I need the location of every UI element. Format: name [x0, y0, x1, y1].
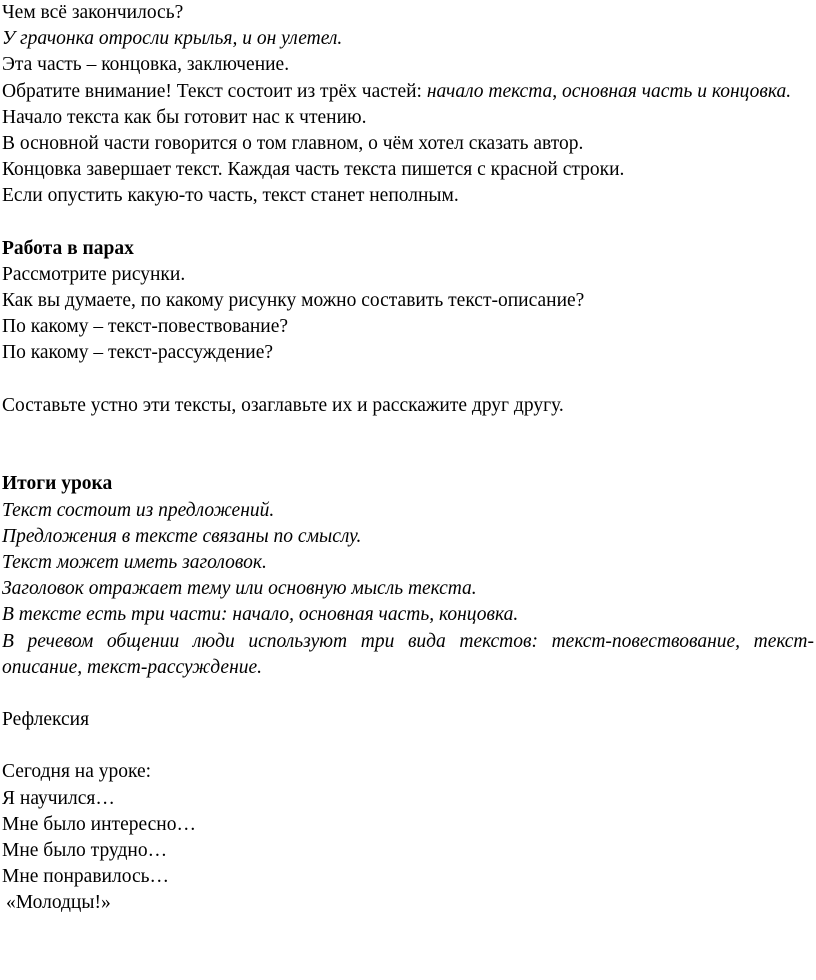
attention-part-beginning: начало текста: [426, 80, 553, 102]
attention-plain-text: Обратите внимание! Текст состоит из трёх частей:: [2, 80, 427, 102]
reflection-line: Я научился…: [2, 787, 115, 809]
pairs-task: Составьте устно эти тексты, озаглавьте их и расскажите друг другу.: [2, 394, 564, 416]
intro-main-part: В основной части говорится о том главном, о чём хотел сказать автор.: [2, 132, 584, 154]
pairs-line: По какому – текст-повествование?: [2, 316, 289, 338]
attention-part-main-ending: основная часть и концовка.: [562, 80, 792, 102]
reflection-today: Сегодня на уроке:: [2, 761, 152, 783]
summary-line: Текст состоит из предложений.: [2, 499, 275, 521]
summary-line: Текст может иметь заголовок.: [2, 551, 267, 573]
pairs-line: Рассмотрите рисунки.: [2, 263, 186, 285]
summary-line: Предложения в тексте связаны по смыслу.: [2, 525, 362, 547]
intro-question: Чем всё закончилось?: [2, 2, 184, 23]
spacer: [2, 419, 814, 445]
spacer: [2, 681, 814, 707]
spacer: [2, 210, 814, 236]
pairs-heading: Работа в парах: [2, 237, 134, 259]
intro-answer: У грачонка отросли крылья, и он улетел.: [2, 28, 343, 50]
reflection-line: Мне понравилось…: [2, 866, 169, 888]
reflection-praise: «Молодцы!»: [6, 892, 111, 914]
attention-separator: ,: [552, 80, 563, 102]
summary-line: В тексте есть три части: начало, основная часть, концовка.: [2, 604, 519, 626]
spacer: [2, 367, 814, 393]
intro-omit: Если опустить какую-то часть, текст станет неполным.: [2, 185, 459, 207]
intro-attention-paragraph: [2, 79, 814, 105]
summary-heading: Итоги урока: [2, 473, 113, 495]
pairs-line: Как вы думаете, по какому рисунку можно составить текст-описание?: [2, 290, 585, 312]
intro-beginning: Начало текста как бы готовит нас к чтению.: [2, 106, 367, 128]
intro-ending: Концовка завершает текст. Каждая часть текста пишется с красной строки.: [2, 159, 625, 181]
reflection-line: Мне было трудно…: [2, 840, 168, 862]
intro-ending-note: Эта часть – концовка, заключение.: [2, 54, 290, 76]
spacer: [2, 733, 814, 759]
summary-line: Заголовок отражает тему или основную мысль текста.: [2, 578, 477, 600]
summary-last-paragraph: В речевом общении люди используют три вида текстов: текст-повествование, текст-описание, текст-рассуждение.: [2, 630, 814, 678]
document-page: [2, 0, 814, 917]
reflection-heading: Рефлексия: [2, 709, 90, 731]
spacer: [2, 445, 814, 471]
pairs-line: По какому – текст-рассуждение?: [2, 342, 274, 364]
reflection-line: Мне было интересно…: [2, 813, 196, 835]
